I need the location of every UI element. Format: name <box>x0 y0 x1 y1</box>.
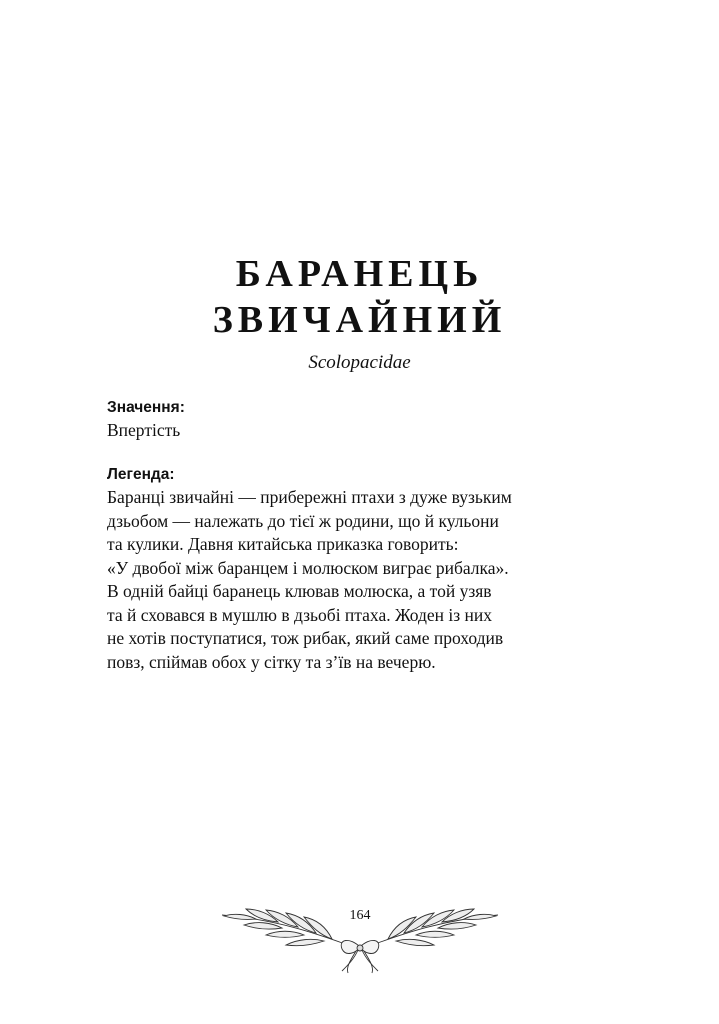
meaning-section <box>107 396 577 443</box>
legend-line: В одній байці баранець клював молюска, а той узяв <box>107 581 492 601</box>
page-number: 164 <box>349 908 371 923</box>
legend-line: дзьобом — належать до тієї ж родини, що й кульони <box>107 510 499 531</box>
legend-line: Баранці звичайні — прибережні птахи з дуже вузьким <box>107 487 512 507</box>
latin-name: Scolopacidae <box>308 352 411 373</box>
legend-section <box>107 463 577 674</box>
page-title <box>0 251 719 343</box>
legend-line: «У двобої між баранцем і молюском виграє рибалка». <box>107 557 509 578</box>
legend-line: та кулики. Давня китайська приказка говорить: <box>107 534 459 554</box>
meaning-value: Впертість <box>107 420 181 440</box>
title-line-2: ЗВИЧАЙНИЙ <box>212 299 507 341</box>
title-line-1: БАРАНЕЦЬ <box>235 253 484 295</box>
legend-line: та й сховався в мушлю в дзьобі птаха. Жоден із них <box>107 604 493 625</box>
legend-label: Легенда: <box>107 466 175 483</box>
legend-line: повз, спіймав обох у сітку та з’їв на вечерю. <box>107 651 436 672</box>
meaning-label: Значення: <box>107 399 185 416</box>
page-footer <box>220 895 500 975</box>
legend-line: не хотів поступатися, тож рибак, який саме проходив <box>107 628 504 648</box>
